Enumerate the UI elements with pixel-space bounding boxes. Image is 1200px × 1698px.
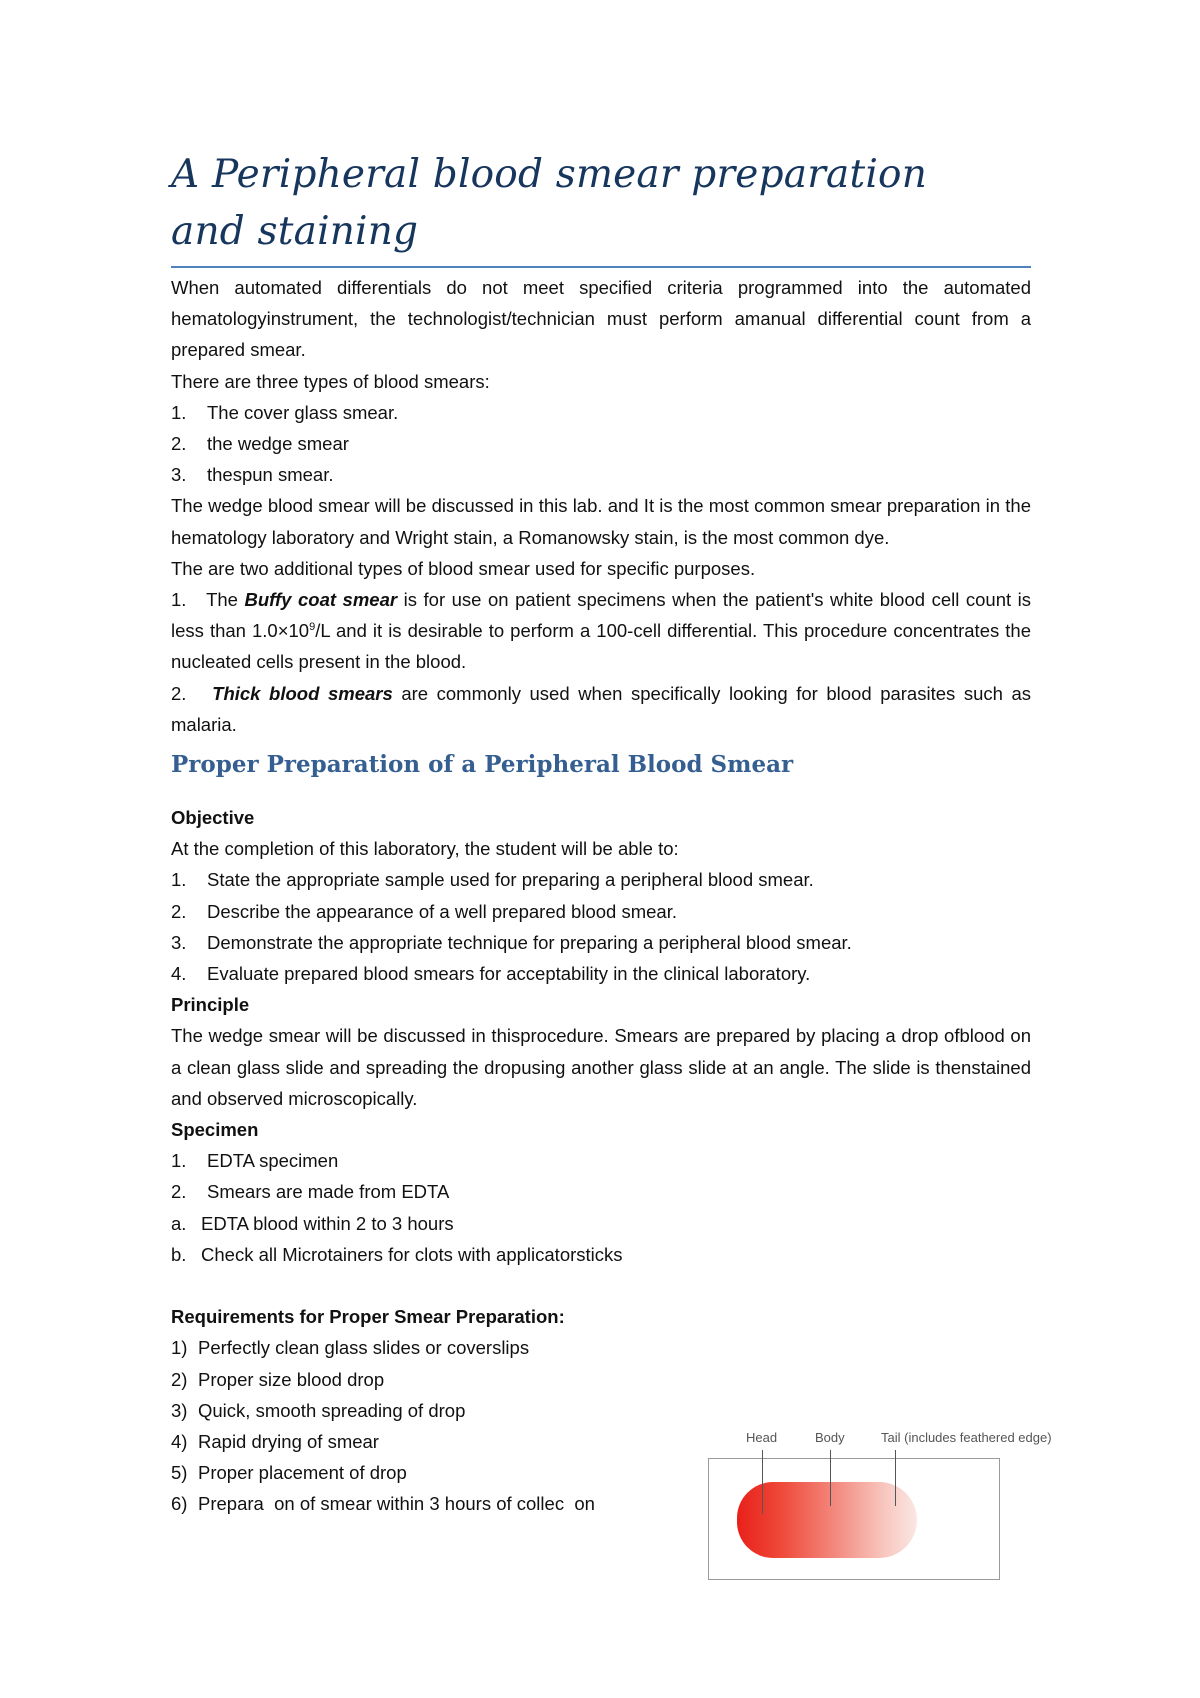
list-item: 2. the wedge smear [171, 433, 349, 455]
list-item: 2) Proper size blood drop [171, 1368, 385, 1390]
specimen-heading: Specimen [171, 1119, 259, 1141]
title-line-2: and staining [171, 209, 419, 254]
thick-smear-paragraph: 2. Thick blood smears are commonly used when specifically looking for blood parasites such as malaria. [171, 682, 1032, 735]
head-label: Head [746, 1430, 778, 1445]
list-item: 3) Quick, smooth spreading of drop [171, 1399, 466, 1421]
list-item: 1. The cover glass smear. [171, 401, 399, 423]
principle-paragraph: The wedge smear will be discussed in thisprocedure. Smears are prepared by placing a drop ofblood on a clean glass slide and spreading the dropusing another glass slide at an angle. The slide is thenstained and observed microscopically. [171, 1025, 1031, 1109]
document-body [171, 272, 1031, 1520]
list-item: 2. Smears are made from EDTA [171, 1181, 450, 1203]
list-item: 1) Perfectly clean glass slides or coverslips [171, 1337, 530, 1359]
objective-intro: At the completion of this laboratory, the student will be able to: [171, 838, 679, 860]
list-item: 3. Demonstrate the appropriate technique for preparing a peripheral blood smear. [171, 931, 852, 953]
wedge-paragraph: The wedge blood smear will be discussed in this lab. and It is the most common smear preparation in the hematology laboratory and Wright stain, a Romanowsky stain, is the most common dye. [171, 495, 1031, 548]
body-pointer-line [830, 1450, 831, 1506]
body-label: Body [815, 1430, 845, 1445]
buffy-coat-paragraph: 1. The Buffy coat smear is for use on patient specimens when the patient's white blood cell count is less than $1.0\times 10^9/L$ and it is desirable to perform a 100-cell differential. This procedure concentrates the nucleated cells present in the blood. [171, 589, 1032, 673]
list-item: 1. EDTA specimen [171, 1150, 339, 1172]
list-item: b. Check all Microtainers for clots with applicatorsticks [171, 1243, 623, 1265]
head-pointer-line [762, 1450, 763, 1514]
blood-smear [737, 1482, 917, 1558]
list-item: 6) Prepara on of smear within 3 hours of collec on [171, 1493, 595, 1515]
list-item: 5) Proper placement of drop [171, 1462, 407, 1484]
tail-label: Tail (includes feathered edge) [881, 1430, 1052, 1445]
intro-paragraph: When automated differentials do not meet specified criteria programmed into the automated hematologyinstrument, the technologist/technician must perform amanual differential count from a prepared smear. [171, 277, 1031, 361]
list-item: 4) Rapid drying of smear [171, 1430, 379, 1452]
smear-diagram [700, 1424, 1060, 1584]
list-item: a. EDTA blood within 2 to 3 hours [171, 1212, 454, 1234]
additional-types-intro: The are two additional types of blood smear used for specific purposes. [171, 557, 756, 579]
principle-heading: Principle [171, 994, 250, 1016]
title-line-1: A Peripheral blood smear preparation [171, 152, 928, 197]
list-item: 3. thespun smear. [171, 464, 334, 486]
tail-pointer-line [895, 1450, 896, 1506]
thick-smear-term: Thick blood smears [212, 682, 393, 704]
title-underline [171, 266, 1031, 268]
section-heading: Proper Preparation of a Peripheral Blood Smear [171, 751, 794, 779]
list-item: 2. Describe the appearance of a well prepared blood smear. [171, 900, 677, 922]
types-intro: There are three types of blood smears: [171, 370, 490, 392]
objective-heading: Objective [171, 807, 255, 829]
list-item: 4. Evaluate prepared blood smears for acceptability in the clinical laboratory. [171, 963, 811, 985]
list-item: 1. State the appropriate sample used for preparing a peripheral blood smear. [171, 869, 814, 891]
requirements-heading: Requirements for Proper Smear Preparation: [171, 1306, 565, 1328]
document-title [171, 146, 1031, 260]
buffy-coat-term: Buffy coat smear [244, 589, 398, 611]
